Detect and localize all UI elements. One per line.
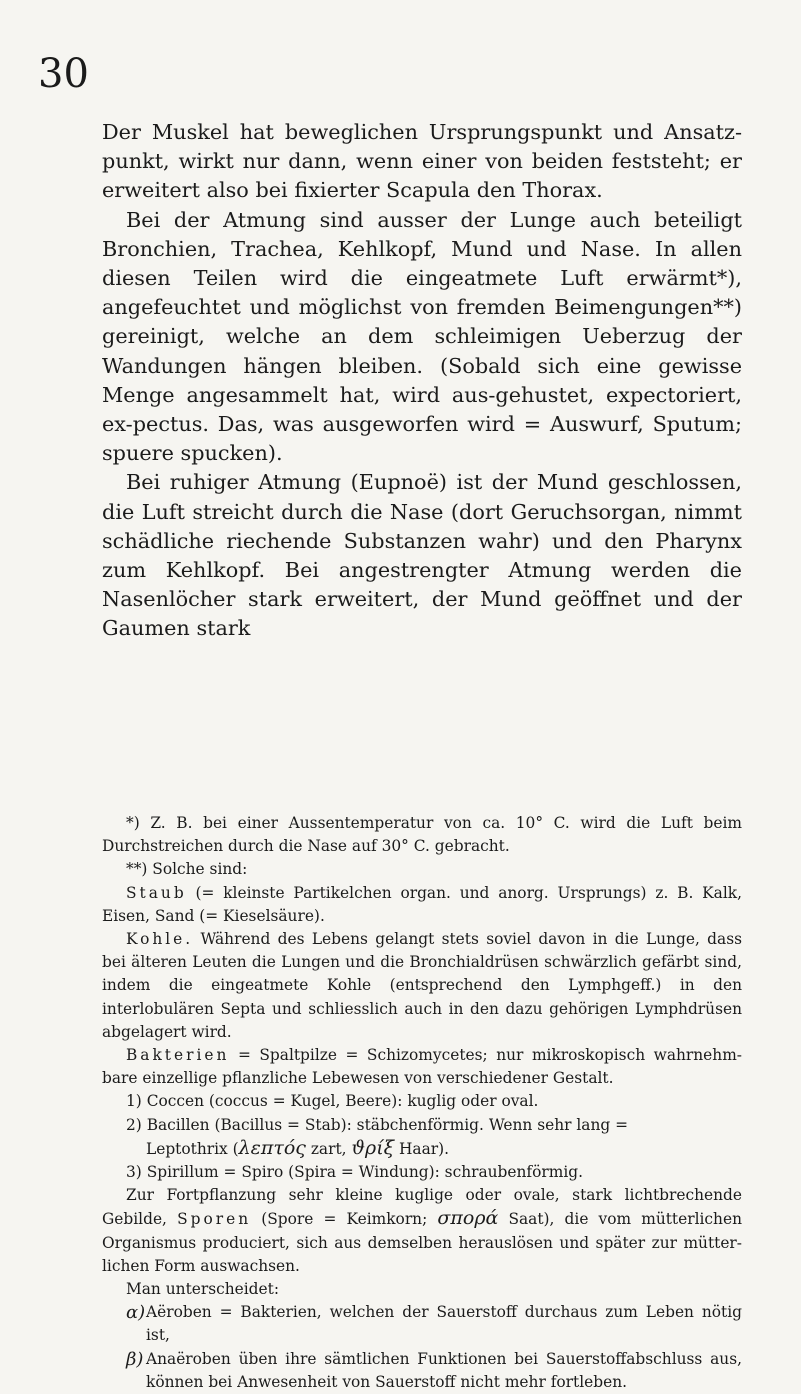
term-staub: Staub bbox=[126, 883, 187, 902]
page-number: 30 bbox=[38, 51, 89, 97]
term-sporen: Sporen bbox=[177, 1210, 252, 1229]
list-item-spirillum: 3) Spirillum = Spiro (Spira = Windung): schraubenförmig. bbox=[126, 1163, 584, 1182]
footnote-1: *) Z. B. bei einer Aussentemperatur von ca. 10° C. wird die Luft beim Durchstreichen durch die Nase auf 30° C. gebracht. bbox=[102, 814, 742, 856]
paragraph-3: Bei ruhiger Atmung (Eupnoë) ist der Mund geschlossen, die Luft streicht durch die Nase (dort Geruchsorgan, nimmt schädliche riechende Substanzen wahr) und den Pharynx zum Kehlkopf. Bei angestrengter Atmung werden die Nasenlöcher stark erweitert, der Mund geöffnet und der Gaumen stark bbox=[102, 470, 742, 641]
footnote-staub: Staub (= kleinste Partikelchen organ. und anorg. Ursprungs) z. B. Kalk, Eisen, Sand (= Kieselsäure). bbox=[102, 883, 742, 925]
footnote-2-intro: **) Solche sind: bbox=[126, 860, 248, 879]
list-item-aeroben: α) Aëroben = Bakterien, welchen der Sauerstoff durchaus zum Leben nötig ist, bbox=[126, 1302, 742, 1345]
footnotes bbox=[102, 812, 742, 1394]
list-item-coccen: 1) Coccen (coccus = Kugel, Beere): kuglig oder oval. bbox=[126, 1092, 539, 1111]
list-item-bacillen: 2) Bacillen (Bacillus = Stab): stäbchenförmig. Wenn sehr lang = bbox=[126, 1115, 629, 1134]
paragraph-2: Bei der Atmung sind ausser der Lunge auch beteiligt Bronchien, Trachea, Kehlkopf, Mund und Nase. In allen diesen Teilen wird die eingeatmete Luft erwärmt*), angefeuchtet und möglichst von fremden Beimengungen**) gereinigt, welche an dem schleimigen Ueberzug der Wandungen hängen bleiben. (Sobald sich eine gewisse Menge angesammelt hat, wird aus-gehustet, expectoriert, ex-pectus. Das, was ausgeworfen wird = Auswurf, Sputum; spuere spucken). bbox=[102, 207, 742, 466]
paragraph-1: Der Muskel hat beweglichen Ursprungspunkt und Ansatz-punkt, wirkt nur dann, wenn einer von beiden feststeht; er erweitert also bei fixierter Scapula den Thorax. bbox=[102, 120, 742, 203]
footnote-kohle: Kohle. Während des Lebens gelangt stets soviel davon in die Lunge, dass bei älteren Leuten die Lungen und die Bronchialdrüsen schwärzlich gefärbt sind, indem die eingeatmete Kohle (entsprechend den Lymphgeff.) in den interlobulären Septa und schliesslich auch in den dazu gehörigen Lymphdrüsen abgelagert wird. bbox=[102, 930, 742, 1041]
term-kohle: Kohle. bbox=[126, 930, 194, 949]
footnote-bakterien: Bakterien = Spaltpilze = Schizomycetes; nur mikroskopisch wahrnehm-bare einzellige pflanzliche Lebewesen von verschiedener Gestalt. bbox=[102, 1046, 742, 1088]
list-item-leptothrix: Leptothrix (λεπτός zart, ϑρίξ Haar). bbox=[146, 1136, 450, 1159]
footnote-fortpflanzung: Zur Fortpflanzung sehr kleine kuglige oder ovale, stark lichtbrechende Gebilde, Sporen (Spore = Keimkorn; σπορά Saat), die vom mütterlichen Organismus produciert, sich aus demselben herauslösen und später zur mütter-lichen Form auswachsen. bbox=[102, 1186, 742, 1275]
list-item-anaeroben: β) Anaëroben üben ihre sämtlichen Funktionen bei Sauerstoffabschluss aus, können bei Anwesenheit von Sauerstoff nicht mehr fortleben. bbox=[126, 1348, 742, 1391]
main-text bbox=[102, 118, 742, 644]
footnote-man-unterscheidet: Man unterscheidet: bbox=[126, 1280, 280, 1299]
term-bakterien: Bakterien bbox=[126, 1046, 230, 1065]
